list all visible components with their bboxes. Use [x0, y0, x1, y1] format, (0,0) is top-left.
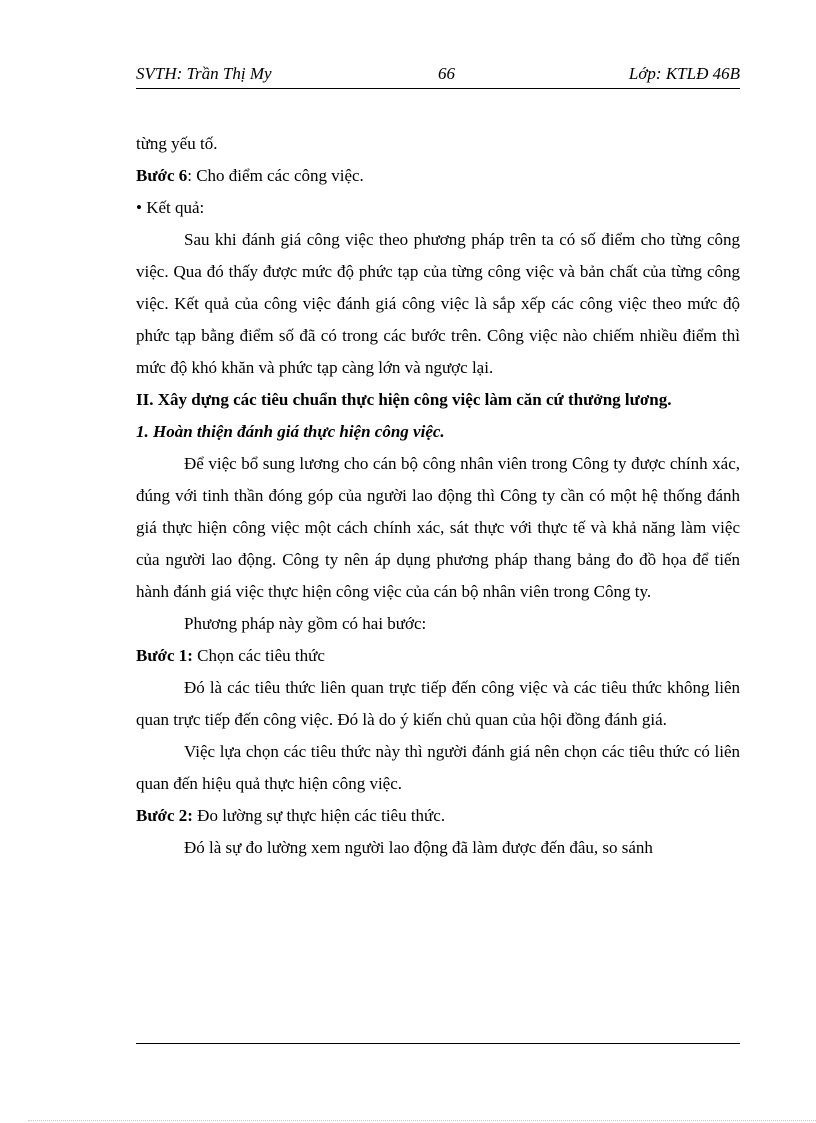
step-2-label: Bước 2: — [136, 806, 193, 825]
paragraph: Đó là các tiêu thức liên quan trực tiếp đến công việc và các tiêu thức không liên quan trực tiếp đến công việc. Đó là do ý kiến chủ quan của hội đồng đánh giá. — [136, 678, 740, 729]
section-heading: II. Xây dựng các tiêu chuẩn thực hiện công việc làm căn cứ thưởng lương. — [136, 390, 672, 409]
page-header — [136, 64, 740, 89]
step-2-text: Đo lường sự thực hiện các tiêu thức. — [192, 806, 446, 825]
paragraph: từng yếu tố. — [136, 134, 218, 153]
result-label: Kết quả: — [141, 198, 205, 217]
footer-divider — [136, 1043, 740, 1044]
paragraph: Việc lựa chọn các tiêu thức này thì người đánh giá nên chọn các tiêu thức có liên quan đến hiệu quả thực hiện công việc. — [136, 742, 740, 793]
step-6-text: : Cho điểm các công việc. — [187, 166, 364, 185]
paragraph: Đó là sự đo lường xem người lao động đã làm được đến đâu, so sánh — [184, 838, 653, 857]
step-1-text: Chọn các tiêu thức — [192, 646, 325, 665]
step-6-line — [136, 160, 740, 192]
page-number: 66 — [438, 64, 455, 83]
page-edge-divider — [28, 1120, 816, 1121]
paragraph: Sau khi đánh giá công việc theo phương pháp trên ta có số điểm cho từng công việc. Qua đó thấy được mức độ phức tạp của từng công việc và bản chất của từng công việc. Kết quả của công việc đánh giá công việc là sắp xếp các công việc theo mức độ phức tạp bằng điểm số đã có trong các bước trên. Công việc nào chiếm nhiều điểm thì mức độ khó khăn và phức tạp càng lớn và ngược lại. — [136, 230, 740, 377]
step-6-label: Bước 6 — [136, 166, 188, 185]
paragraph: Để việc bổ sung lương cho cán bộ công nhân viên trong Công ty được chính xác, đúng với tinh thần đóng góp của người lao động thì Công ty cần có một hệ thống đánh giá thực hiện công việc một cách chính xác, sát thực với thực tế và khả năng làm việc của người lao động. Công ty nên áp dụng phương pháp thang bảng đo đồ họa để tiến hành đánh giá việc thực hiện công việc của cán bộ nhân viên trong Công ty. — [136, 454, 740, 601]
step-2-line — [136, 800, 740, 832]
document-body — [136, 128, 740, 864]
step-1-label: Bước 1: — [136, 646, 193, 665]
step-1-line — [136, 640, 740, 672]
paragraph: Phương pháp này gồm có hai bước: — [184, 614, 427, 633]
subsection-heading: 1. Hoàn thiện đánh giá thực hiện công việc. — [136, 422, 445, 441]
student-name: SVTH: Trần Thị My — [136, 64, 272, 83]
result-heading — [136, 192, 740, 224]
class-label: Lớp: KTLĐ 46B — [628, 64, 740, 83]
bullet-icon: • — [136, 198, 142, 217]
